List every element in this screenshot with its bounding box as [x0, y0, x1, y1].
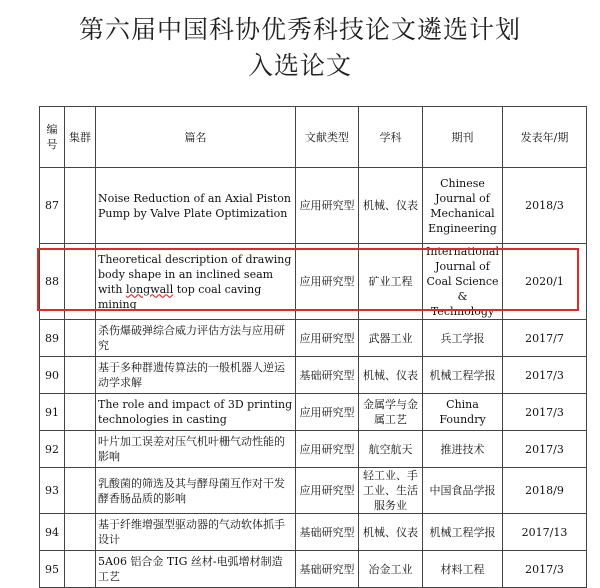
row-no: 94 [40, 514, 65, 551]
row-subject: 武器工业 [359, 320, 423, 357]
table-row [40, 551, 587, 588]
row-name: 5A06 铝合金 TIG 丝材-电弧增材制造工艺 [96, 551, 296, 588]
row-no: 90 [40, 357, 65, 394]
table-row [40, 394, 587, 431]
row-name-part1: Theoretical description of drawing body shape in an inclined seam with [98, 252, 292, 296]
row-date: 2017/13 [503, 514, 587, 551]
row-subject: 机械、仪表 [359, 514, 423, 551]
row-cluster [65, 320, 96, 357]
row-journal: International Journal of Coal Science & Technology [423, 244, 503, 320]
row-doc-type: 应用研究型 [296, 320, 359, 357]
row-subject: 冶金工业 [359, 551, 423, 588]
row-cluster [65, 394, 96, 431]
row-doc-type: 应用研究型 [296, 468, 359, 514]
row-name-spellcheck-word: longwall [125, 282, 174, 296]
row-subject: 机械、仪表 [359, 168, 423, 244]
row-name [96, 244, 296, 320]
row-journal: Chinese Journal of Mechanical Engineering [423, 168, 503, 244]
header-subject: 学科 [359, 107, 423, 168]
row-doc-type: 基础研究型 [296, 357, 359, 394]
row-cluster [65, 514, 96, 551]
header-no: 编号 [40, 107, 65, 168]
row-cluster [65, 468, 96, 514]
row-journal: 推进技术 [423, 431, 503, 468]
row-name: 叶片加工误差对压气机叶栅气动性能的影响 [96, 431, 296, 468]
row-date: 2018/3 [503, 168, 587, 244]
header-date: 发表年/期 [503, 107, 587, 168]
header-doc-type: 文献类型 [296, 107, 359, 168]
row-no: 88 [40, 244, 65, 320]
row-journal: 中国食品学报 [423, 468, 503, 514]
row-cluster [65, 551, 96, 588]
row-doc-type: 应用研究型 [296, 431, 359, 468]
row-no: 89 [40, 320, 65, 357]
row-date: 2017/3 [503, 357, 587, 394]
row-name: 基于纤维增强型驱动器的气动软体抓手设计 [96, 514, 296, 551]
row-cluster [65, 357, 96, 394]
table-row [40, 431, 587, 468]
header-name: 篇名 [96, 107, 296, 168]
row-no: 93 [40, 468, 65, 514]
row-no: 87 [40, 168, 65, 244]
row-doc-type: 基础研究型 [296, 514, 359, 551]
row-date: 2018/9 [503, 468, 587, 514]
row-subject: 机械、仪表 [359, 357, 423, 394]
row-doc-type: 应用研究型 [296, 394, 359, 431]
row-subject: 矿业工程 [359, 244, 423, 320]
row-subject: 金属学与金属工艺 [359, 394, 423, 431]
row-subject: 轻工业、手工业、生活服务业 [359, 468, 423, 514]
row-journal: China Foundry [423, 394, 503, 431]
row-name: 乳酸菌的筛选及其与酵母菌互作对干发酵香肠品质的影响 [96, 468, 296, 514]
table-row [40, 468, 587, 514]
table-row [40, 168, 587, 244]
row-doc-type: 应用研究型 [296, 168, 359, 244]
row-cluster [65, 244, 96, 320]
header-cluster: 集群 [65, 107, 96, 168]
row-name-part3: top coal caving mining [98, 282, 262, 311]
papers-table [39, 106, 587, 588]
row-journal: 机械工程学报 [423, 357, 503, 394]
row-date: 2017/3 [503, 394, 587, 431]
page-title: 第六届中国科协优秀科技论文遴选计划 [78, 15, 521, 44]
row-cluster [65, 168, 96, 244]
row-name: 杀伤爆破弹综合威力评估方法与应用研究 [96, 320, 296, 357]
row-journal: 机械工程学报 [423, 514, 503, 551]
row-doc-type: 基础研究型 [296, 551, 359, 588]
row-no: 92 [40, 431, 65, 468]
row-date: 2017/7 [503, 320, 587, 357]
row-date: 2017/3 [503, 431, 587, 468]
table-row [40, 320, 587, 357]
table-row-highlighted [40, 244, 587, 320]
row-no: 95 [40, 551, 65, 588]
row-cluster [65, 431, 96, 468]
row-name: The role and impact of 3D printing technologies in casting [96, 394, 296, 431]
row-no: 91 [40, 394, 65, 431]
row-name: Noise Reduction of an Axial Piston Pump by Valve Plate Optimization [96, 168, 296, 244]
row-subject: 航空航天 [359, 431, 423, 468]
row-journal: 材料工程 [423, 551, 503, 588]
table-row [40, 514, 587, 551]
header-journal: 期刊 [423, 107, 503, 168]
row-date: 2017/3 [503, 551, 587, 588]
page-subtitle: 入选论文 [247, 51, 352, 80]
table-header-row [40, 107, 587, 168]
row-date: 2020/1 [503, 244, 587, 320]
row-name: 基于多种群遗传算法的一般机器人逆运动学求解 [96, 357, 296, 394]
table-row [40, 357, 587, 394]
row-journal: 兵工学报 [423, 320, 503, 357]
row-doc-type: 应用研究型 [296, 244, 359, 320]
